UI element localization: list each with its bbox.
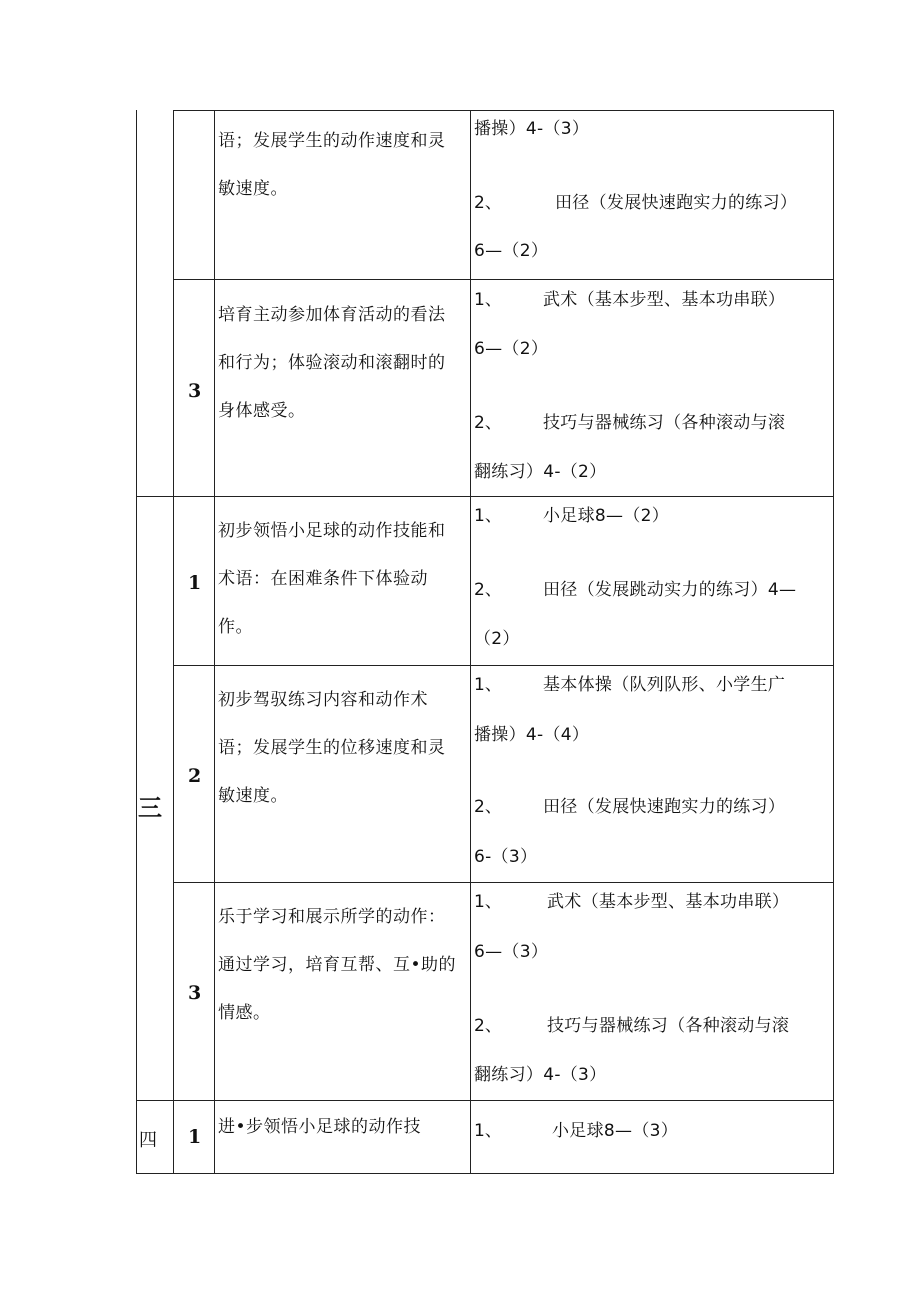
content-line: （2）: [474, 629, 520, 649]
content-line: 6—（3）: [474, 942, 549, 962]
table-border-left: [136, 110, 137, 1174]
content-index: 1、: [474, 290, 502, 310]
goal-line: 和行为；体验滚动和滚翻时的: [218, 353, 446, 373]
content-index: 2、: [474, 413, 502, 433]
content-index: 2、: [474, 797, 502, 817]
content-line: 武术（基本步型、基本功串联）: [543, 290, 786, 310]
content-line: 武术（基本步型、基本功串联）: [547, 892, 790, 912]
grade-label-third: 三: [138, 794, 162, 822]
table-divider-goal: [470, 110, 471, 1174]
goal-line: 作。: [218, 617, 253, 637]
content-line: 基本体操（队列队形、小学生广: [543, 675, 786, 695]
goal-line: 乐于学习和展示所学的动作：: [218, 907, 446, 927]
goal-line: 进•步领悟小足球的动作技: [218, 1117, 422, 1137]
content-line: 6-（3）: [474, 847, 538, 867]
content-index: 2、: [474, 1016, 502, 1036]
row-divider: [173, 110, 834, 111]
goal-line: 情感。: [218, 1003, 271, 1023]
row-divider: [136, 496, 834, 497]
lesson-number: 1: [188, 1126, 202, 1148]
row-divider: [136, 1100, 834, 1101]
lesson-number: 3: [188, 380, 202, 402]
goal-line: 语；发展学生的动作速度和灵: [218, 131, 446, 151]
lesson-number: 3: [188, 982, 202, 1004]
content-line: 6—（2）: [474, 339, 549, 359]
content-index: 2、: [474, 580, 502, 600]
content-line: 翻练习）4-（2）: [474, 462, 607, 482]
table-border-bottom: [136, 1173, 834, 1174]
goal-line: 初步领悟小足球的动作技能和: [218, 521, 446, 541]
content-index: 2、: [474, 193, 502, 213]
content-line: 技巧与器械练习（各种滚动与滚: [543, 413, 786, 433]
table-divider-grade: [173, 110, 174, 1174]
goal-line: 敏速度。: [218, 179, 288, 199]
goal-line: 初步驾驭练习内容和动作术: [218, 690, 428, 710]
row-divider: [173, 882, 834, 883]
content-line: 6—（2）: [474, 241, 549, 261]
content-index: 1、: [474, 892, 502, 912]
table-border-right: [833, 110, 834, 1174]
row-divider: [173, 665, 834, 666]
goal-line: 敏速度。: [218, 786, 288, 806]
goal-line: 身体感受。: [218, 401, 306, 421]
content-line: 田径（发展快速跑实力的练习）: [555, 193, 798, 213]
goal-line: 语；发展学生的位移速度和灵: [218, 738, 446, 758]
content-line: 田径（发展跳动实力的练习）4—: [543, 580, 797, 600]
content-index: 1、: [474, 506, 502, 526]
goal-line: 通过学习，培育互帮、互•助的: [218, 955, 457, 975]
content-line: 技巧与器械练习（各种滚动与滚: [547, 1016, 790, 1036]
row-divider: [173, 279, 834, 280]
lesson-number: 1: [188, 572, 202, 594]
content-line: 播操）4-（3）: [474, 119, 590, 139]
content-line: 翻练习）4-（3）: [474, 1065, 607, 1085]
grade-label-fourth: 四: [139, 1130, 157, 1151]
table-divider-number: [214, 110, 215, 1174]
content-line: 田径（发展快速跑实力的练习）: [543, 797, 786, 817]
lesson-number: 2: [188, 765, 202, 787]
content-index: 1、: [474, 675, 502, 695]
content-line: 播操）4-（4）: [474, 725, 590, 745]
content-index: 1、: [474, 1121, 502, 1141]
goal-line: 术语：在困难条件下体验动: [218, 569, 428, 589]
content-line: 小足球8—（2）: [543, 506, 670, 526]
goal-line: 培育主动参加体育活动的看法: [218, 305, 446, 325]
content-line: 小足球8—（3）: [552, 1121, 679, 1141]
